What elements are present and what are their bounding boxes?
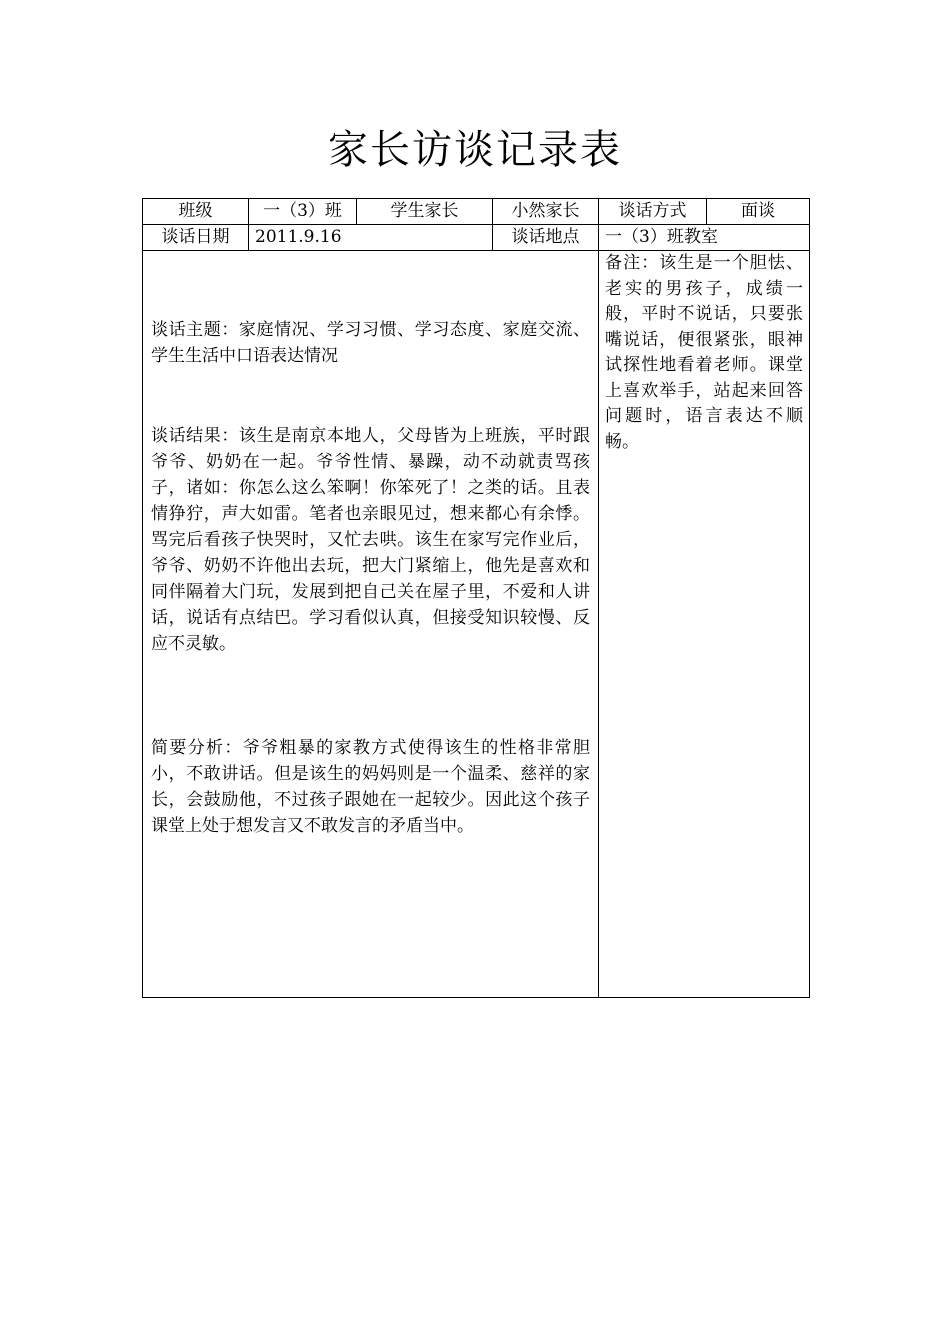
talk-topic: 谈话主题：家庭情况、学习习惯、学习态度、家庭交流、学生生活中口语表达情况 xyxy=(151,320,590,366)
student-parent-label: 学生家长 xyxy=(357,199,493,225)
date-value: 2011.9.16 xyxy=(249,225,493,251)
method-label: 谈话方式 xyxy=(599,199,707,225)
header-row-2 xyxy=(143,225,810,251)
note-cell xyxy=(599,251,810,998)
talk-result: 谈话结果：该生是南京本地人，父母皆为上班族，平时跟爷爷、奶奶在一起。爷爷性情、暴躁，动不动就责骂孩子，诸如：你怎么这么笨啊！你笨死了！之类的话。且表情狰狞，声大如雷。笔者也亲眼见过，想来都心有余悸。骂完后看孩子快哭时，又忙去哄。该生在家写完作业后，爷爷、奶奶不许他出去玩，把大门紧缩上，他先是喜欢和同伴隔着大门玩，发展到把自己关在屋子里，不爱和人讲话，说话有点结巴。学习看似认真，但接受知识较慢、反应不灵敏。 xyxy=(151,426,590,654)
class-value: 一（3）班 xyxy=(249,199,357,225)
class-label: 班级 xyxy=(143,199,249,225)
student-parent-value: 小然家长 xyxy=(493,199,599,225)
brief-analysis: 简要分析：爷爷粗暴的家教方式使得该生的性格非常胆小，不敢讲话。但是该生的妈妈则是一个温柔、慈祥的家长，会鼓励他，不过孩子跟她在一起较少。因此这个孩子课堂上处于想发言又不敢发言的矛盾当中。 xyxy=(151,738,590,836)
main-content-cell xyxy=(143,251,599,998)
page-title: 家长访谈记录表 xyxy=(328,127,622,173)
date-label: 谈话日期 xyxy=(143,225,249,251)
header-row-1 xyxy=(143,199,810,225)
content-row xyxy=(143,251,810,998)
interview-record-table xyxy=(142,198,810,998)
location-value: 一（3）班教室 xyxy=(599,225,810,251)
method-value: 面谈 xyxy=(707,199,810,225)
note-text: 备注：该生是一个胆怯、老实的男孩子，成绩一般，平时不说话，只要张嘴说话，便很紧张，眼神试探性地看着老师。课堂上喜欢举手，站起来回答问题时，语言表达不顺畅。 xyxy=(605,253,803,452)
location-label: 谈话地点 xyxy=(493,225,599,251)
